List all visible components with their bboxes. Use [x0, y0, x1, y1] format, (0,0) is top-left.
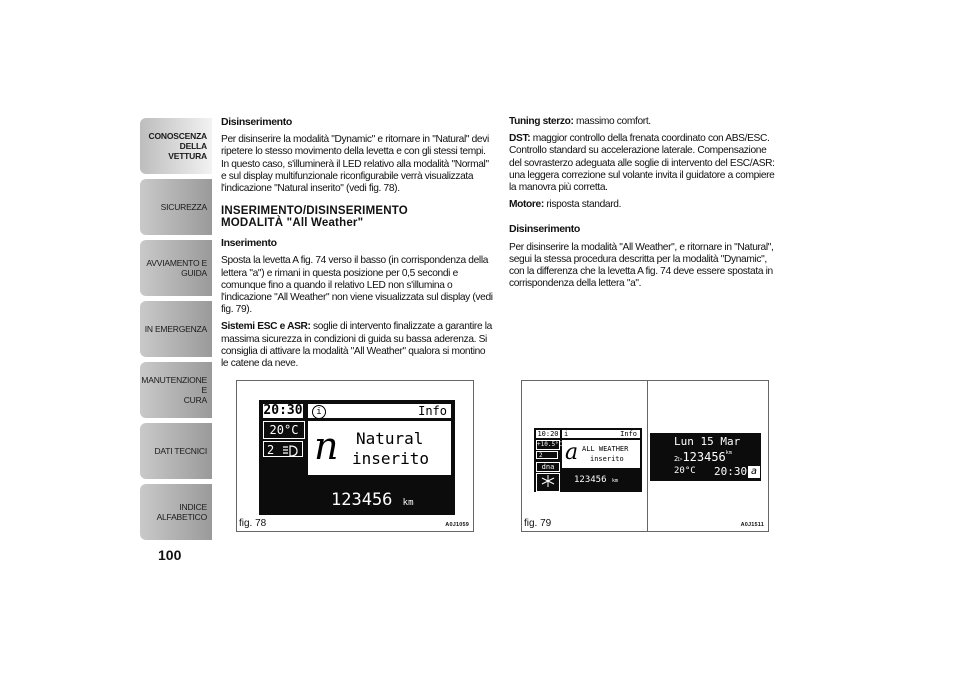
esc-asr-label: Sistemi ESC e ASR: — [221, 321, 311, 333]
large-odometer-prefix: 2 — [674, 455, 679, 463]
small-display-time: 10:20 — [537, 430, 559, 438]
paragraph-inserimento: Sposta la levetta A fig. 74 verso il basso (in corrispondenza della lettera "a") e rimani in questa posizione per 0,5 secondi e comunque fino a quando il relativo LED non s'illumina o l'indicazione "All Weather" non viene visualizzata sul display (vedi fig. 79). — [221, 255, 493, 316]
display-info-text: Info — [418, 404, 447, 418]
heading-disinserimento: Disinserimento — [221, 116, 292, 128]
heading-inserimento: Inserimento — [221, 237, 277, 250]
tab-manutenzione-e-cura[interactable]: MANUTENZIONE E CURA — [140, 362, 212, 418]
paragraph-motore — [509, 199, 781, 211]
mode-line2: inserito — [352, 449, 430, 468]
chapter-sidebar — [140, 118, 212, 545]
snowflake-icon — [539, 474, 557, 488]
tab-dati-tecnici[interactable]: DATI TECNICI — [140, 423, 212, 479]
tab-avviamento-e-guida[interactable]: AVVIAMENTO E GUIDA — [140, 240, 212, 296]
small-mode-letter: a — [565, 440, 579, 465]
mode-line1: Natural — [356, 429, 424, 448]
small-odometer-unit: km — [611, 478, 618, 484]
section-title-line2: MODALITÀ "All Weather" — [221, 217, 364, 230]
left-column — [221, 116, 493, 375]
small-info-icon: i — [564, 430, 569, 438]
headlight-icon — [281, 445, 299, 457]
large-clock: 20:30 — [714, 465, 748, 478]
small-gear: 2 — [536, 451, 558, 459]
large-date: Lun 15 Mar — [674, 435, 741, 448]
display-odometer — [331, 490, 414, 510]
motore-label: Motore: — [509, 199, 544, 211]
page-number: 100 — [158, 547, 182, 563]
figure-label: fig. 79 — [524, 518, 552, 529]
display-gear — [263, 441, 303, 457]
mode-letter: n — [314, 424, 339, 468]
display-all-weather-large — [650, 433, 761, 481]
tab-sicurezza[interactable]: SICUREZZA — [140, 179, 212, 235]
large-mode-letter: a — [748, 466, 760, 478]
paragraph-esc-asr — [221, 321, 493, 370]
large-odometer-unit: km — [725, 450, 732, 456]
figure-code: A0J1059 — [445, 522, 469, 528]
small-info-text: Info — [620, 430, 637, 438]
figure-label: fig. 78 — [239, 518, 267, 529]
small-mode-line1: ALL WEATHER — [582, 445, 629, 453]
tab-indice-alfabetico[interactable]: INDICE ALFABETICO — [140, 484, 212, 540]
tab-conoscenza-della-vettura[interactable]: CONOSCENZA DELLA VETTURA — [140, 118, 212, 174]
display-all-weather-small — [534, 428, 642, 492]
figure-78 — [236, 380, 474, 532]
tab-in-emergenza[interactable]: IN EMERGENZA — [140, 301, 212, 357]
paragraph-disinserimento-right: Per disinserire la modalità "All Weather", e ritornare in "Natural", segui la stessa procedura descritta per la modalità "Dynamic", con la differenza che la levetta A fig. 74 deve essere spostata in corrispondenza della lettera "a". — [509, 241, 774, 290]
figure-divider — [647, 381, 648, 531]
section-title-line1: INSERIMENTO/DISINSERIMENTO — [221, 205, 408, 218]
paragraph-disinserimento: Per disinserire la modalità "Dynamic" e ritornare in "Natural" devi ripetere lo stesso movimento della levetta e con gli stessi tempi. In questo caso, s'illuminerà il LED relativo alla modalità "Normal" e sul display multifunzionale riconfigurabile verrà visualizzata l'indicazione "Natural inserito" (vedi fig. 78). — [221, 134, 489, 195]
figure-code: A0J1511 — [740, 522, 764, 528]
esc-asr-text: soglie di intervento finalizzate a garantire la massima sicurezza in condizioni di guida su bassa aderenza. Si consiglia di attivare la modalità "All Weather" qualora si montino le catene da neve. — [221, 321, 492, 370]
large-odometer-value: 123456 — [682, 450, 726, 464]
gear-value: 2 — [267, 443, 275, 457]
display-mode-box — [308, 421, 451, 475]
small-temperature: +10.5°C — [537, 441, 563, 448]
large-temperature: 20°C — [674, 466, 696, 476]
right-column — [509, 116, 781, 295]
small-mode-box — [562, 440, 640, 468]
display-info-bar — [308, 404, 451, 418]
small-info-bar — [562, 430, 640, 438]
tuning-text: massimo comfort. — [573, 116, 651, 127]
small-dna: dna — [536, 462, 560, 472]
info-icon: i — [312, 405, 326, 419]
large-odometer: $2▷123456^{km}$ — [674, 450, 732, 464]
display-temperature: 20°C — [263, 421, 305, 439]
figure-79 — [521, 380, 769, 532]
tuning-label: Tuning sterzo: — [509, 116, 574, 127]
heading-disinserimento-right: Disinserimento — [509, 223, 580, 236]
paragraph-tuning — [509, 116, 781, 128]
display-time: 20:30 — [263, 403, 303, 418]
dst-label: DST: — [509, 133, 531, 145]
odometer-unit: km — [402, 498, 414, 508]
odometer-value: 123456 — [331, 490, 393, 510]
small-status-icons — [536, 473, 560, 492]
motore-text: risposta standard. — [543, 199, 622, 211]
display-natural — [259, 400, 455, 515]
paragraph-dst — [509, 133, 781, 194]
dst-text: maggior controllo della frenata coordinato con ABS/ESC. Controllo standard su accelerazione laterale. Compensazione del sovrasterzo adeguata alle soglie di intervento del ESC/ASR: una leggera correzione sul volante invita il guidatore a compiere la manovra più corretta. — [509, 133, 775, 194]
section-title — [221, 205, 493, 229]
small-odometer — [574, 475, 618, 485]
small-mode-line2: inserito — [590, 455, 624, 463]
small-odometer-value: 123456 — [574, 475, 607, 485]
